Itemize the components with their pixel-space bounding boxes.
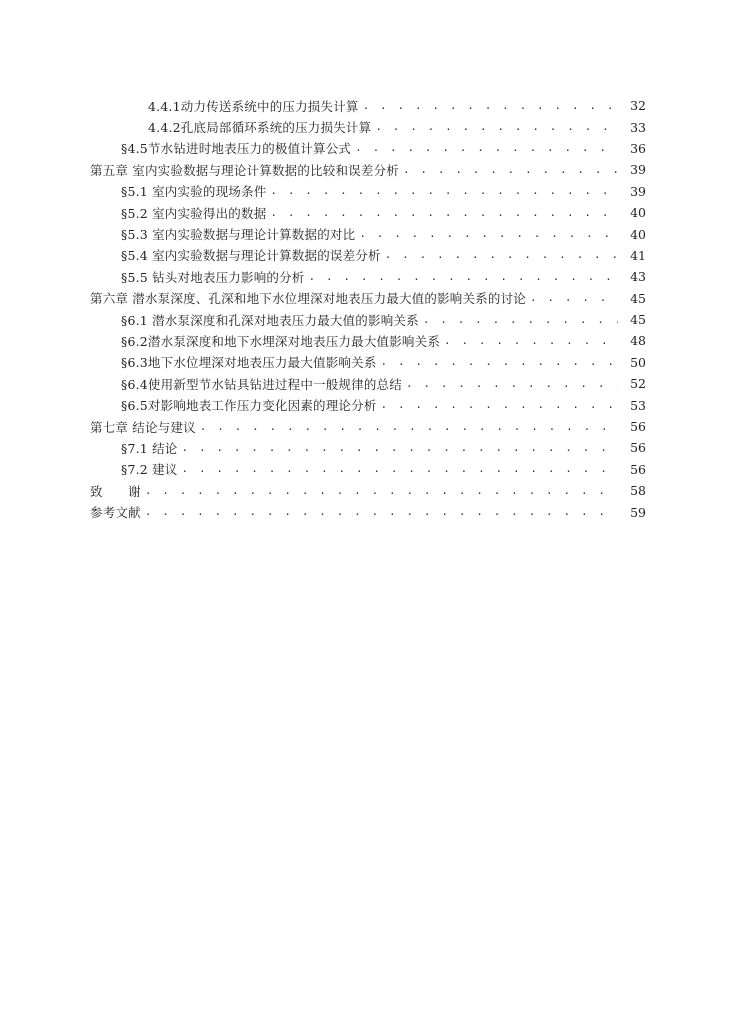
toc-entry-title: §5.1 室内实验的现场条件 [121,184,267,200]
toc-entry-page-number: 40 [630,205,646,221]
toc-entry-page-number: 59 [630,504,646,520]
toc-entry-title: §5.5 钻头对地表压力影响的分析 [121,269,305,285]
toc-dot-leader [375,120,618,134]
toc-entry-page-number: 39 [630,162,646,178]
toc-dot-leader [363,99,618,113]
toc-entry[interactable] [0,288,737,309]
toc-dot-leader [444,334,618,348]
toc-entry-page-number: 50 [630,354,646,370]
toc-entry-title: 参考文献 [90,505,141,521]
toc-dot-leader [270,184,618,198]
toc-entry-title: §6.3地下水位埋深对地表压力最大值影响关系 [121,355,377,371]
toc-entry-title: §5.3 室内实验数据与理论计算数据的对比 [121,227,356,243]
toc-entry-page-number: 39 [630,183,646,199]
toc-entry[interactable] [0,352,737,373]
toc-entry[interactable] [0,266,737,287]
toc-entry-title: §4.5节水钻进时地表压力的极值计算公式 [121,141,352,157]
toc-entry[interactable] [0,159,737,180]
toc-dot-leader [270,206,618,220]
toc-entry[interactable] [0,95,737,116]
toc-dot-leader [403,163,618,177]
toc-dot-leader [385,248,618,262]
toc-entry-page-number: 53 [630,397,646,413]
toc-entry-title: 第七章 结论与建议 [90,419,196,435]
toc-entry[interactable] [0,202,737,223]
toc-entry-page-number: 52 [630,376,646,392]
toc-entry-title: 致 谢 [90,483,141,499]
toc-dot-leader [406,377,618,391]
toc-entry-title: §7.1 结论 [121,440,178,456]
toc-dot-leader [423,313,618,327]
toc-entry-page-number: 36 [630,140,646,156]
toc-entry[interactable] [0,501,737,522]
toc-dot-leader [381,398,618,412]
toc-entry[interactable] [0,459,737,480]
toc-entry-title: §5.4 室内实验数据与理论计算数据的误差分析 [121,248,381,264]
toc-dot-leader [309,270,618,284]
toc-entry[interactable] [0,223,737,244]
toc-dot-leader [381,355,618,369]
toc-dot-leader [145,505,618,519]
toc-entry-title: 第五章 室内实验数据与理论计算数据的比较和误差分析 [90,162,399,178]
toc-entry-page-number: 48 [630,333,646,349]
toc-entry-page-number: 40 [630,226,646,242]
toc-entry-title: §6.5对影响地表工作压力变化因素的理论分析 [121,398,377,414]
toc-dot-leader [530,291,618,305]
toc-entry-page-number: 56 [630,440,646,456]
toc-entry-title: §7.2 建议 [121,462,178,478]
toc-dot-leader [355,141,618,155]
toc-dot-leader [182,462,618,476]
toc-entry-title: §5.2 室内实验得出的数据 [121,205,267,221]
toc-entry-page-number: 45 [630,312,646,328]
toc-entry-page-number: 56 [630,419,646,435]
toc-entry-page-number: 32 [630,98,646,114]
toc-dot-leader [182,441,618,455]
toc-entry-page-number: 58 [630,483,646,499]
toc-entry-page-number: 45 [630,290,646,306]
toc-entry[interactable] [0,373,737,394]
toc-entry-title: 第六章 潜水泵深度、孔深和地下水位埋深对地表压力最大值的影响关系的讨论 [90,291,526,307]
toc-entry[interactable] [0,116,737,137]
toc-entry[interactable] [0,309,737,330]
toc-dot-leader [200,420,618,434]
toc-entry[interactable] [0,330,737,351]
toc-entry[interactable] [0,416,737,437]
toc-dot-leader [145,484,618,498]
toc-entry-title: 4.4.1动力传送系统中的压力损失计算 [148,98,359,114]
toc-entry[interactable] [0,245,737,266]
toc-entry-page-number: 33 [630,119,646,135]
toc-entry[interactable] [0,394,737,415]
toc-entry[interactable] [0,480,737,501]
toc-entry-title: §6.2潜水泵深度和地下水埋深对地表压力最大值影响关系 [121,333,441,349]
toc-entry-title: 4.4.2孔底局部循环系统的压力损失计算 [148,120,372,136]
toc-entry-title: §6.1 潜水泵深度和孔深对地表压力最大值的影响关系 [121,312,419,328]
toc-entry-page-number: 43 [630,269,646,285]
toc-entry-title: §6.4使用新型节水钻具钻进过程中一般规律的总结 [121,376,402,392]
toc-entry[interactable] [0,437,737,458]
toc-dot-leader [359,227,618,241]
toc-entry-page-number: 41 [630,247,646,263]
toc-entry[interactable] [0,138,737,159]
table-of-contents [0,95,737,523]
toc-entry[interactable] [0,181,737,202]
toc-entry-page-number: 56 [630,461,646,477]
